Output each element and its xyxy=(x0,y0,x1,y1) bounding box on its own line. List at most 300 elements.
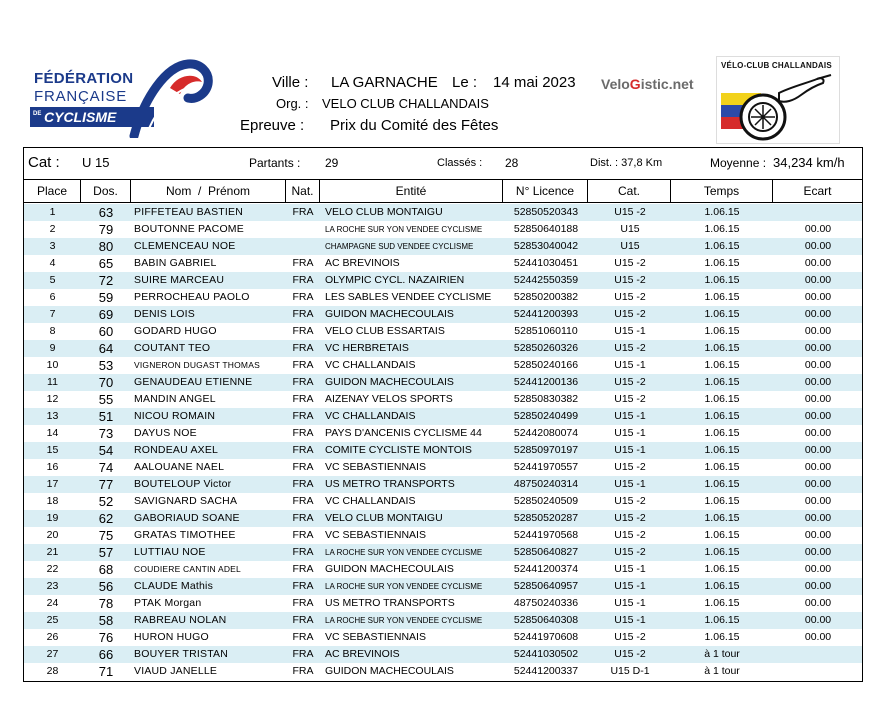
cell-time: 1.06.15 xyxy=(704,529,740,541)
cell-nat: FRA xyxy=(292,495,314,507)
cell-place: 7 xyxy=(49,308,56,320)
cell-time: 1.06.15 xyxy=(704,410,740,422)
cat-label: Cat : xyxy=(28,154,60,171)
cell-gap: 00.00 xyxy=(804,257,832,269)
cell-cat: U15 -1 xyxy=(614,614,646,626)
cell-licence: 52441970557 xyxy=(513,461,579,473)
cell-cat: U15 -2 xyxy=(614,631,646,643)
cell-place: 14 xyxy=(46,427,59,439)
cell-gap: 00.00 xyxy=(804,546,832,558)
org-label: Org. : xyxy=(276,96,309,111)
cell-entity: GUIDON MACHECOULAIS xyxy=(325,665,454,677)
table-row xyxy=(24,255,862,272)
cell-nat: FRA xyxy=(292,614,314,626)
epreuve-label: Epreuve : xyxy=(240,117,305,134)
cell-gap: 00.00 xyxy=(804,325,832,337)
cell-gap: 00.00 xyxy=(804,563,832,575)
cell-cat: U15 -1 xyxy=(614,427,646,439)
velogistic-part-c: istic.net xyxy=(640,76,694,92)
cell-dos: 60 xyxy=(98,324,114,339)
cell-dos: 59 xyxy=(98,290,114,305)
cell-time: 1.06.15 xyxy=(704,597,740,609)
table-row xyxy=(24,374,862,391)
cell-cat: U15 -1 xyxy=(614,410,646,422)
table-row xyxy=(24,595,862,612)
cell-dos: 55 xyxy=(98,392,114,407)
cell-place: 24 xyxy=(46,597,59,609)
cell-entity: GUIDON MACHECOULAIS xyxy=(325,563,454,575)
cell-cat: U15 -2 xyxy=(614,291,646,303)
header-licence: N° Licence xyxy=(503,180,588,203)
ffc-swoosh-icon xyxy=(126,58,216,138)
table-row xyxy=(24,476,862,493)
cell-name: GODARD HUGO xyxy=(134,325,217,337)
cell-nat xyxy=(286,221,320,238)
cell-cat: U15 -2 xyxy=(614,308,646,320)
table-row xyxy=(24,629,862,646)
table-row xyxy=(24,272,862,289)
cell-nat: FRA xyxy=(292,580,314,592)
table-row xyxy=(24,578,862,595)
cell-licence: 52441030502 xyxy=(513,648,579,660)
cell-time: 1.06.15 xyxy=(704,563,740,575)
cell-entity: VC CHALLANDAIS xyxy=(325,410,416,422)
table-row xyxy=(24,323,862,340)
cell-dos: 71 xyxy=(98,664,114,679)
cell-nat: FRA xyxy=(292,461,314,473)
cell-gap: 00.00 xyxy=(804,240,832,252)
summary-row xyxy=(24,148,862,180)
cell-cat: U15 -1 xyxy=(614,359,646,371)
cell-nat: FRA xyxy=(292,342,314,354)
date-label: Le : xyxy=(452,74,478,91)
cell-licence: 52850520287 xyxy=(513,512,579,524)
cell-name: LUTTIAU NOE xyxy=(134,546,206,558)
cell-dos: 62 xyxy=(98,511,114,526)
cell-nat xyxy=(286,238,320,255)
cell-name: CLAUDE Mathis xyxy=(134,580,214,592)
cell-name: GABORIAUD SOANE xyxy=(134,512,240,524)
cell-entity: GUIDON MACHECOULAIS xyxy=(325,308,454,320)
cell-name: RONDEAU AXEL xyxy=(134,444,219,456)
cell-nat: FRA xyxy=(292,512,314,524)
cell-time: 1.06.15 xyxy=(704,342,740,354)
cell-name: PIFFETEAU BASTIEN xyxy=(134,206,243,218)
table-row xyxy=(24,340,862,357)
cell-cat: U15 -1 xyxy=(614,444,646,456)
cell-gap: 00.00 xyxy=(804,393,832,405)
cell-entity: US METRO TRANSPORTS xyxy=(325,597,455,609)
cell-cat: U15 -2 xyxy=(614,648,646,660)
cell-licence: 52850200382 xyxy=(513,291,579,303)
cell-name: DAYUS NOE xyxy=(134,427,197,439)
cell-licence: 52850520343 xyxy=(513,206,579,218)
cell-name: AALOUANE NAEL xyxy=(134,461,225,473)
cell-name: GENAUDEAU ETIENNE xyxy=(134,376,253,388)
header-time: Temps xyxy=(671,180,773,203)
cell-entity: AIZENAY VELOS SPORTS xyxy=(325,393,453,405)
cell-gap: 00.00 xyxy=(804,614,832,626)
cell-nat: FRA xyxy=(292,291,314,303)
cell-time: 1.06.15 xyxy=(704,359,740,371)
cell-dos: 57 xyxy=(98,545,114,560)
cell-dos: 58 xyxy=(98,613,114,628)
cell-place: 20 xyxy=(46,529,59,541)
cell-licence: 52442550359 xyxy=(513,274,579,286)
cell-cat: U15 -2 xyxy=(614,461,646,473)
cell-dos: 76 xyxy=(98,630,114,645)
cell-licence: 52850260326 xyxy=(513,342,579,354)
cell-cat: U15 -2 xyxy=(614,512,646,524)
table-row xyxy=(24,238,862,255)
cell-dos: 77 xyxy=(98,477,114,492)
cell-dos: 69 xyxy=(98,307,114,322)
cell-licence: 52851060110 xyxy=(514,325,578,337)
ville-value: LA GARNACHE xyxy=(331,74,438,91)
cell-gap: 00.00 xyxy=(804,529,832,541)
cell-dos: 64 xyxy=(98,341,114,356)
cell-entity: VELO CLUB MONTAIGU xyxy=(325,512,443,524)
cell-gap: 00.00 xyxy=(804,308,832,320)
header-gap: Ecart xyxy=(803,184,832,198)
cell-name: GRATAS TIMOTHEE xyxy=(134,529,236,541)
cell-entity: VC SEBASTIENNAIS xyxy=(325,529,426,541)
cell-licence: 52441200374 xyxy=(513,563,579,575)
cell-name: COUTANT TEO xyxy=(134,342,211,354)
cell-place: 13 xyxy=(46,410,59,422)
cell-cat: U15 -2 xyxy=(614,546,646,558)
cell-dos: 70 xyxy=(98,375,114,390)
cell-gap: 00.00 xyxy=(804,512,832,524)
cell-place: 9 xyxy=(49,342,56,354)
club-logo xyxy=(716,56,840,144)
cell-entity: AC BREVINOIS xyxy=(325,257,400,269)
cell-cat: U15 -1 xyxy=(614,325,646,337)
cell-time: 1.06.15 xyxy=(704,614,740,626)
cell-entity: CHAMPAGNE SUD VENDEE CYCLISME xyxy=(325,242,474,251)
cell-name: DENIS LOIS xyxy=(134,308,195,320)
cell-time: 1.06.15 xyxy=(704,325,740,337)
cell-name: SUIRE MARCEAU xyxy=(134,274,225,286)
cell-cat: U15 xyxy=(620,240,640,252)
cell-nat: FRA xyxy=(292,427,314,439)
cell-cat: U15 -2 xyxy=(614,529,646,541)
cell-place: 23 xyxy=(46,580,59,592)
header-dos: Dos. xyxy=(81,180,131,203)
cell-licence: 52850640308 xyxy=(513,614,579,626)
cell-nat: FRA xyxy=(292,410,314,422)
org-value: VELO CLUB CHALLANDAIS xyxy=(322,96,489,111)
ffc-logo-de: DE xyxy=(33,111,42,117)
cell-cat: U15 -2 xyxy=(614,274,646,286)
table-row xyxy=(24,408,862,425)
cell-place: 5 xyxy=(49,274,56,286)
cell-name: COUDIERE CANTIN ADEL xyxy=(134,564,241,574)
cell-place: 15 xyxy=(46,444,59,456)
cell-licence: 52850240499 xyxy=(513,410,579,422)
cell-place: 19 xyxy=(46,512,59,524)
cell-time: 1.06.15 xyxy=(704,291,740,303)
cell-nat: FRA xyxy=(292,257,314,269)
cell-time: 1.06.15 xyxy=(704,206,740,218)
cell-nat: FRA xyxy=(292,206,314,218)
cell-dos: 53 xyxy=(98,358,114,373)
cell-dos: 63 xyxy=(98,205,114,220)
cell-time: 1.06.15 xyxy=(704,461,740,473)
cell-nat: FRA xyxy=(292,274,314,286)
cell-place: 11 xyxy=(47,376,58,388)
cell-time: 1.06.15 xyxy=(704,223,740,235)
cell-dos: 74 xyxy=(98,460,114,475)
cell-licence: 48750240314 xyxy=(513,478,579,490)
header-nat: Nat. xyxy=(286,180,320,203)
cell-gap: 00.00 xyxy=(804,223,832,235)
cell-licence: 52441200393 xyxy=(513,308,579,320)
table-row xyxy=(24,204,862,221)
cat-value: U 15 xyxy=(82,155,110,170)
cell-nat: FRA xyxy=(292,529,314,541)
table-row xyxy=(24,459,862,476)
cell-dos: 68 xyxy=(98,562,114,577)
cell-place: 2 xyxy=(49,223,56,235)
table-row xyxy=(24,612,862,629)
table-row xyxy=(24,663,862,680)
cell-gap: 00.00 xyxy=(804,597,832,609)
cell-nat: FRA xyxy=(292,597,314,609)
column-headers xyxy=(24,180,862,203)
cell-licence: 52850240509 xyxy=(513,495,579,507)
cell-entity: VC SEBASTIENNAIS xyxy=(325,631,426,643)
classes-label: Classés : xyxy=(437,157,483,169)
cell-place: 25 xyxy=(46,614,59,626)
cell-time: 1.06.15 xyxy=(704,546,740,558)
table-row xyxy=(24,561,862,578)
cell-nat: FRA xyxy=(292,546,314,558)
cell-nat: FRA xyxy=(292,359,314,371)
cell-gap xyxy=(774,204,862,221)
cell-dos: 54 xyxy=(98,443,114,458)
cell-gap xyxy=(774,663,862,680)
table-row xyxy=(24,221,862,238)
cell-entity: LA ROCHE SUR YON VENDEE CYCLISME xyxy=(325,582,483,591)
velogistic-part-a: Velo xyxy=(601,76,630,92)
cell-licence: 52850970197 xyxy=(513,444,579,456)
cell-time: 1.06.15 xyxy=(704,274,740,286)
cell-licence: 52850240166 xyxy=(513,359,579,371)
epreuve-value: Prix du Comité des Fêtes xyxy=(330,117,499,134)
cell-dos: 52 xyxy=(98,494,114,509)
cell-entity: VC CHALLANDAIS xyxy=(325,359,416,371)
cell-place: 10 xyxy=(46,359,59,371)
cell-entity: US METRO TRANSPORTS xyxy=(325,478,455,490)
cell-entity: OLYMPIC CYCL. NAZAIRIEN xyxy=(325,274,465,286)
cell-name: PERROCHEAU PAOLO xyxy=(134,291,250,303)
cell-cat: U15 -1 xyxy=(614,563,646,575)
cell-dos: 66 xyxy=(98,647,114,662)
cell-licence: 52441200337 xyxy=(513,665,579,677)
cell-gap: 00.00 xyxy=(804,461,832,473)
cell-time: 1.06.15 xyxy=(704,631,740,643)
cell-gap: 00.00 xyxy=(804,342,832,354)
cell-name: CLEMENCEAU NOE xyxy=(134,240,236,252)
cell-gap: 00.00 xyxy=(804,359,832,371)
cell-entity: LA ROCHE SUR YON VENDEE CYCLISME xyxy=(325,616,483,625)
cell-place: 18 xyxy=(46,495,59,507)
cell-nat: FRA xyxy=(292,648,314,660)
cell-entity: VELO CLUB ESSARTAIS xyxy=(325,325,445,337)
cell-licence: 48750240336 xyxy=(513,597,579,609)
cell-gap: 00.00 xyxy=(804,495,832,507)
cell-nat: FRA xyxy=(292,376,314,388)
velogistic-part-b: G xyxy=(629,76,641,92)
cell-entity: AC BREVINOIS xyxy=(325,648,400,660)
cell-name: BOUTONNE PACOME xyxy=(134,223,244,235)
cell-gap: 00.00 xyxy=(804,410,832,422)
cell-cat: U15 -2 xyxy=(614,342,646,354)
cell-dos: 56 xyxy=(98,579,114,594)
cell-name: BOUYER TRISTAN xyxy=(134,648,229,660)
ville-label: Ville : xyxy=(272,74,309,91)
cell-licence: 52850640827 xyxy=(513,546,579,558)
moyenne-value: 34,234 km/h xyxy=(773,155,845,170)
cell-name: PTAK Morgan xyxy=(134,597,202,609)
cell-licence: 52850640188 xyxy=(513,223,579,235)
cell-cat: U15 xyxy=(620,223,640,235)
cell-dos: 51 xyxy=(98,409,114,424)
cell-gap: 00.00 xyxy=(804,376,832,388)
table-row xyxy=(24,544,862,561)
table-row xyxy=(24,357,862,374)
cell-gap xyxy=(774,646,862,663)
cell-gap: 00.00 xyxy=(804,478,832,490)
cell-name: MANDIN ANGEL xyxy=(134,393,216,405)
cell-cat: U15 -1 xyxy=(614,478,646,490)
cell-gap: 00.00 xyxy=(804,631,832,643)
club-logo-icon xyxy=(721,73,837,143)
club-logo-title: VÉLO-CLUB CHALLANDAIS xyxy=(721,61,832,70)
cell-licence: 52442080074 xyxy=(513,427,579,439)
cell-gap: 00.00 xyxy=(804,444,832,456)
cell-licence: 52850640957 xyxy=(513,580,579,592)
header-cat: Cat. xyxy=(588,180,671,203)
moyenne-label: Moyenne : xyxy=(710,156,767,170)
distance: Dist. : 37,8 Km xyxy=(590,157,663,169)
cell-licence: 52441030451 xyxy=(513,257,579,269)
cell-dos: 75 xyxy=(98,528,114,543)
cell-licence: 52441970568 xyxy=(513,529,579,541)
ffc-logo-line2: FRANÇAISE xyxy=(34,88,128,105)
table-row xyxy=(24,306,862,323)
cell-name: SAVIGNARD SACHA xyxy=(134,495,238,507)
cell-gap: 00.00 xyxy=(804,427,832,439)
cell-dos: 73 xyxy=(98,426,114,441)
results-rows xyxy=(24,204,862,680)
cell-dos: 72 xyxy=(98,273,114,288)
cell-place: 1 xyxy=(49,206,56,218)
cell-name: NICOU ROMAIN xyxy=(134,410,216,422)
cell-time: 1.06.15 xyxy=(704,580,740,592)
cell-entity: COMITE CYCLISTE MONTOIS xyxy=(325,444,472,456)
cell-entity: LA ROCHE SUR YON VENDEE CYCLISME xyxy=(325,225,483,234)
cell-nat: FRA xyxy=(292,631,314,643)
cell-dos: 78 xyxy=(98,596,114,611)
cell-licence: 52850830382 xyxy=(513,393,579,405)
cell-cat: U15 D-1 xyxy=(610,665,650,677)
cell-name: BABIN GABRIEL xyxy=(134,257,217,269)
cell-cat: U15 -2 xyxy=(614,257,646,269)
cell-time: à 1 tour xyxy=(704,665,740,677)
cell-nat: FRA xyxy=(292,665,314,677)
cell-place: 17 xyxy=(46,478,59,490)
classes-value: 28 xyxy=(505,156,519,170)
cell-nat: FRA xyxy=(292,444,314,456)
cell-entity: LA ROCHE SUR YON VENDEE CYCLISME xyxy=(325,548,483,557)
cell-name: VIAUD JANELLE xyxy=(134,665,218,677)
ffc-logo-line3: CYCLISME xyxy=(44,109,117,125)
header-entity: Entité xyxy=(320,180,503,203)
cell-cat: U15 -2 xyxy=(614,376,646,388)
cell-cat: U15 -2 xyxy=(614,495,646,507)
cell-place: 16 xyxy=(46,461,59,473)
cell-time: 1.06.15 xyxy=(704,308,740,320)
date-value: 14 mai 2023 xyxy=(493,74,576,91)
cell-place: 26 xyxy=(46,631,59,643)
cell-entity: PAYS D'ANCENIS CYCLISME 44 xyxy=(325,427,482,439)
cell-dos: 79 xyxy=(98,222,114,237)
cell-place: 12 xyxy=(46,393,59,405)
table-row xyxy=(24,646,862,663)
cell-time: 1.06.15 xyxy=(704,393,740,405)
cell-entity: VELO CLUB MONTAIGU xyxy=(325,206,443,218)
table-row xyxy=(24,493,862,510)
velogistic-brand xyxy=(601,76,694,92)
cell-time: à 1 tour xyxy=(704,648,740,660)
cell-nat: FRA xyxy=(292,308,314,320)
cell-dos: 80 xyxy=(98,239,114,254)
table-row xyxy=(24,442,862,459)
cell-place: 3 xyxy=(49,240,56,252)
cell-gap: 00.00 xyxy=(804,291,832,303)
cell-entity: VC CHALLANDAIS xyxy=(325,495,416,507)
header-place: Place xyxy=(24,180,81,203)
cell-place: 22 xyxy=(46,563,59,575)
cell-cat: U15 -1 xyxy=(614,580,646,592)
cell-place: 27 xyxy=(46,648,59,660)
cell-name: VIGNERON DUGAST THOMAS xyxy=(134,360,260,370)
cell-nat: FRA xyxy=(292,563,314,575)
cell-place: 8 xyxy=(49,325,56,337)
table-row xyxy=(24,391,862,408)
results-table xyxy=(23,147,863,682)
cell-place: 28 xyxy=(46,665,59,677)
cell-licence: 52441970608 xyxy=(513,631,579,643)
cell-nat: FRA xyxy=(292,325,314,337)
cell-gap: 00.00 xyxy=(804,274,832,286)
partants-value: 29 xyxy=(325,156,339,170)
cell-dos: 65 xyxy=(98,256,114,271)
ffc-logo xyxy=(28,58,200,138)
cell-licence: 52853040042 xyxy=(513,240,579,252)
cell-time: 1.06.15 xyxy=(704,427,740,439)
cell-entity: LES SABLES VENDEE CYCLISME xyxy=(325,291,492,303)
header-name: Nom / Prénom xyxy=(131,180,286,203)
cell-time: 1.06.15 xyxy=(704,512,740,524)
table-row xyxy=(24,289,862,306)
ffc-logo-line1: FÉDÉRATION xyxy=(34,70,134,87)
cell-licence: 52441200136 xyxy=(513,376,579,388)
partants-label: Partants : xyxy=(249,156,301,170)
cell-gap: 00.00 xyxy=(804,580,832,592)
